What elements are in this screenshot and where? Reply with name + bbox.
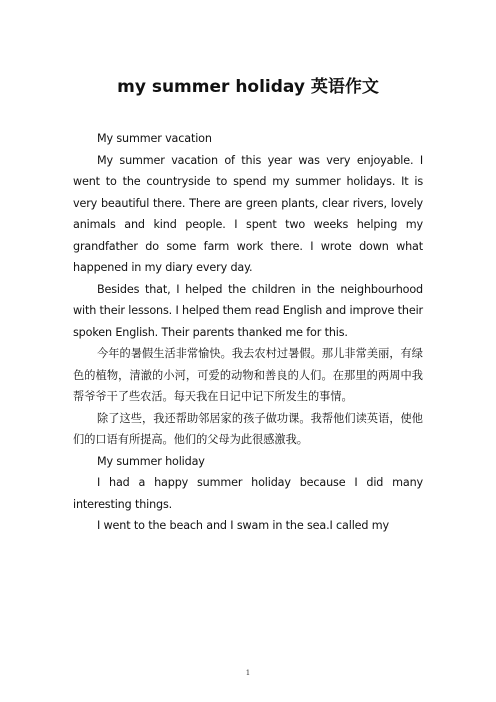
- paragraph-chinese-summer-life: 今年的暑假生活非常愉快。我去农村过暑假。那儿非常美丽，有绿色的植物，清澈的小河，可爱的动物和善良的人们。在那里的两周中我帮爷爷干了些农活。每天我在日记中记下所发生的事情。: [73, 347, 423, 403]
- document-title: my summer holiday 英语作文: [117, 77, 379, 98]
- page-number: 1: [245, 669, 251, 677]
- paragraph-heading-summer-holiday: My summer holiday: [97, 454, 205, 468]
- paragraph-heading-summer-vacation: My summer vacation: [97, 132, 212, 145]
- document-body: [73, 128, 423, 537]
- paragraph-helping-children: Besides that, I helped the children in the neighbourhood with their lessons. I helped them read English and improve their spoken English. Their parents thanked me for this.: [73, 282, 423, 339]
- paragraph-happy-holiday: I had a happy summer holiday because I did many interesting things.: [73, 476, 423, 511]
- paragraph-countryside: My summer vacation of this year was very enjoyable. I went to the countryside to spend my summer holidays. It is very beautiful there. There are green plants, clear rivers, lovely animals and kind people. I spent two weeks helping my grandfather do some farm work there. I wrote down what happened in my diary every day.: [73, 153, 423, 274]
- paragraph-beach: I went to the beach and I swam in the sea.I called my: [97, 519, 389, 532]
- paragraph-chinese-helping-neighbors: 除了这些，我还帮助邻居家的孩子做功课。我帮他们读英语，使他们的口语有所提高。他们的父母为此很感激我。: [73, 411, 423, 446]
